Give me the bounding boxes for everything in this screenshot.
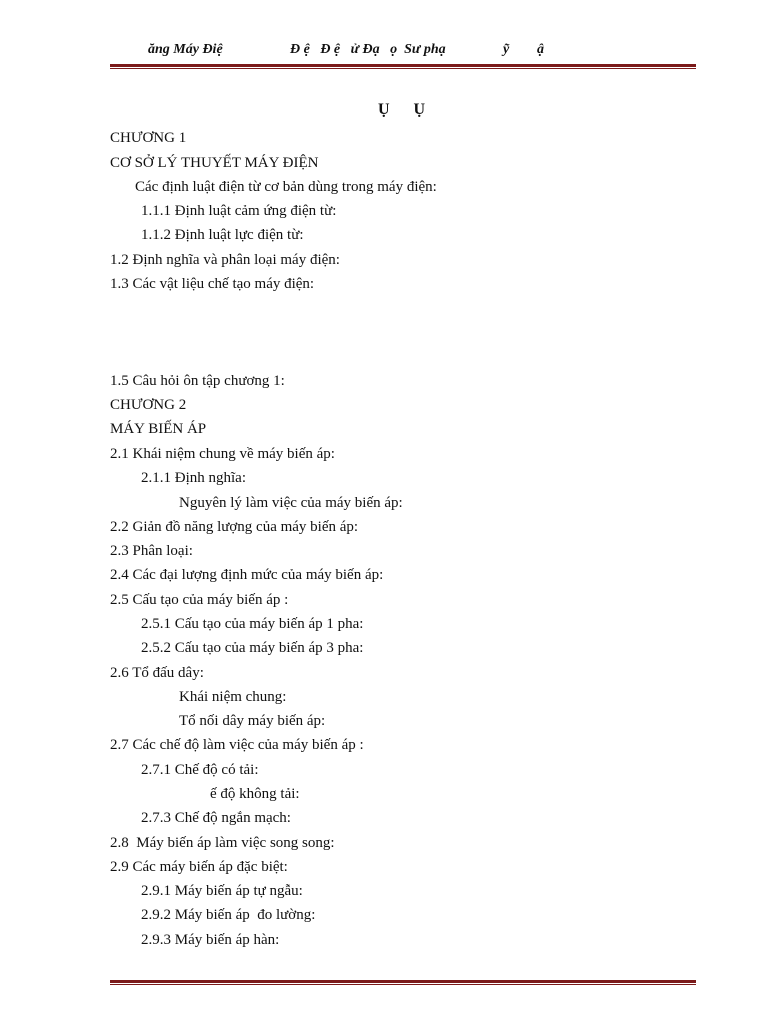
toc-line: CHƯƠNG 1 [110,130,187,146]
toc-line: 2.9.1 Máy biến áp tự ngẫu: [141,883,303,899]
toc-line: 1.1.1 Định luật cảm ứng điện từ: [141,203,337,219]
toc-line: 2.7.1 Chế độ có tải: [141,762,259,778]
header-left-text: ăng Máy Điệ [148,42,223,57]
toc-line: 2.1 Khái niệm chung về máy biến áp: [110,446,335,462]
toc-line: Nguyên lý làm việc của máy biến áp: [179,495,403,511]
toc-line: 2.9 Các máy biến áp đặc biệt: [110,859,288,875]
toc-line: 1.2 Định nghĩa và phân loại máy điện: [110,252,340,268]
toc-line: Tổ nối dây máy biến áp: [179,713,326,729]
toc-line: 1.5 Câu hỏi ôn tập chương 1: [110,373,285,389]
toc-line: MÁY BIẾN ÁP [110,421,207,437]
toc-line: ế độ không tải: [210,786,300,802]
header-rule-thick [110,64,696,67]
footer-rule-thick [110,980,696,983]
toc-line: CƠ SỞ LÝ THUYẾT MÁY ĐIỆN [110,155,319,171]
page-header [110,42,695,64]
toc-line: 2.9.2 Máy biến áp đo lường: [141,907,316,923]
toc-line: 2.7.3 Chế độ ngắn mạch: [141,810,291,826]
header-rule-thin [110,68,696,69]
header-right-text-1: ỹ [503,42,510,57]
toc-line: 2.3 Phân loại: [110,543,193,559]
toc-line: 1.1.2 Định luật lực điện từ: [141,227,304,243]
toc-line: CHƯƠNG 2 [110,397,187,413]
toc-line: 2.7 Các chế độ làm việc của máy biến áp : [110,737,364,753]
toc-line: 2.1.1 Định nghĩa: [141,470,246,486]
toc-line: 2.5 Cấu tạo của máy biến áp : [110,592,289,608]
header-middle-text: Đ ệ Đ ệ ử Đạ ọ Sư phạ [290,42,446,57]
toc-line: 2.5.2 Cấu tạo của máy biến áp 3 pha: [141,640,364,656]
toc-line: 2.2 Giản đồ năng lượng của máy biến áp: [110,519,359,535]
toc-line: Các định luật điện từ cơ bản dùng trong máy điện: [135,179,437,195]
toc-title: Ụ Ụ [378,101,426,118]
toc-line: 2.9.3 Máy biến áp hàn: [141,932,280,948]
header-right-text-2: ậ [537,42,544,57]
toc-line: 2.4 Các đại lượng định mức của máy biến áp: [110,567,384,583]
toc-line: Khái niệm chung: [179,689,287,705]
toc-line: 1.3 Các vật liệu chế tạo máy điện: [110,276,315,292]
toc-line: 2.6 Tổ đấu dây: [110,665,204,681]
toc-line: 2.5.1 Cấu tạo của máy biến áp 1 pha: [141,616,364,632]
footer-rule-thin [110,984,696,985]
toc-line: 2.8 Máy biến áp làm việc song song: [110,835,335,851]
